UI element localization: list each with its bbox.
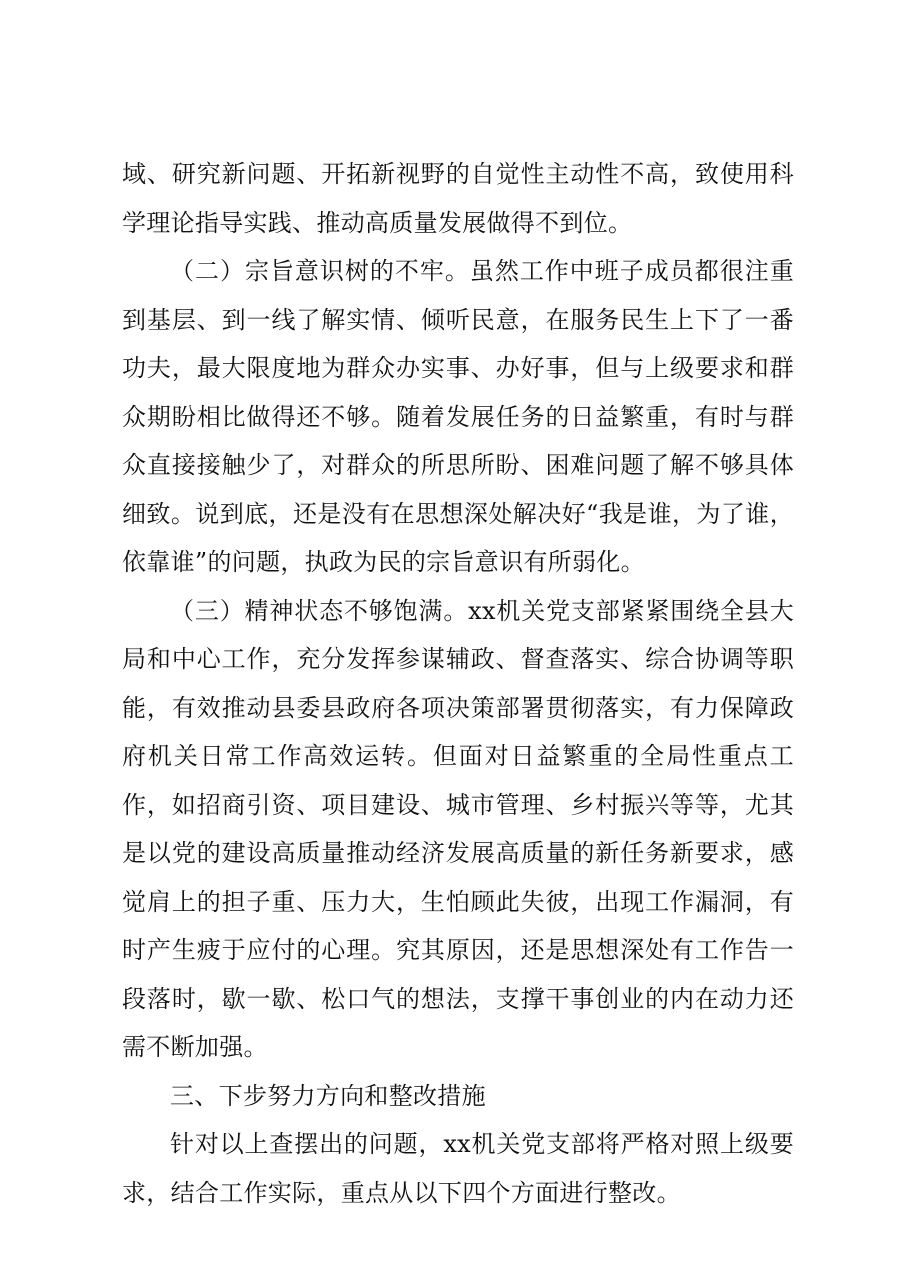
document-body [122,150,794,1217]
section-heading-rectification: 三、下步努力方向和整改措施 [170,1081,486,1110]
paragraph-mental-state: （三）精神状态不够饱满。xx机关党支部紧紧围绕全县大局和中心工作，充分发挥参谋辅政、督查落实、综合协调等职能，有效推动县委县政府各项决策部署贯彻落实，有力保障政府机关日常工作高效运转。但面对日益繁重的全局性重点工作，如招商引资、项目建设、城市管理、乡村振兴等等，尤其是以党的建设高质量推动经济发展高质量的新任务新要求，感觉肩上的担子重、压力大，生怕顾此失彼，出现工作漏洞，有时产生疲于应付的心理。究其原因，还是思想深处有工作告一段落时，歇一歇、松口气的想法，支撑干事创业的内在动力还需不断加强。 [122,596,794,1061]
paragraph-continuation: 域、研究新问题、开拓新视野的自觉性主动性不高，致使用科学理论指导实践、推动高质量发展做得不到位。 [122,160,794,237]
paragraph-purpose-awareness: （二）宗旨意识树的不牢。虽然工作中班子成员都很注重到基层、到一线了解实情、倾听民意，在服务民生上下了一番功夫，最大限度地为群众办实事、办好事，但与上级要求和群众期盼相比做得还不够。随着发展任务的日益繁重，有时与群众直接接触少了，对群众的所思所盼、困难问题了解不够具体细致。说到底，还是没有在思想深处解决好“我是谁，为了谁，依靠谁”的问题，执政为民的宗旨意识有所弱化。 [122,257,794,576]
paragraph-rectification-intro: 针对以上查摆出的问题，xx机关党支部将严格对照上级要求，结合工作实际，重点从以下四个方面进行整改。 [122,1130,794,1207]
